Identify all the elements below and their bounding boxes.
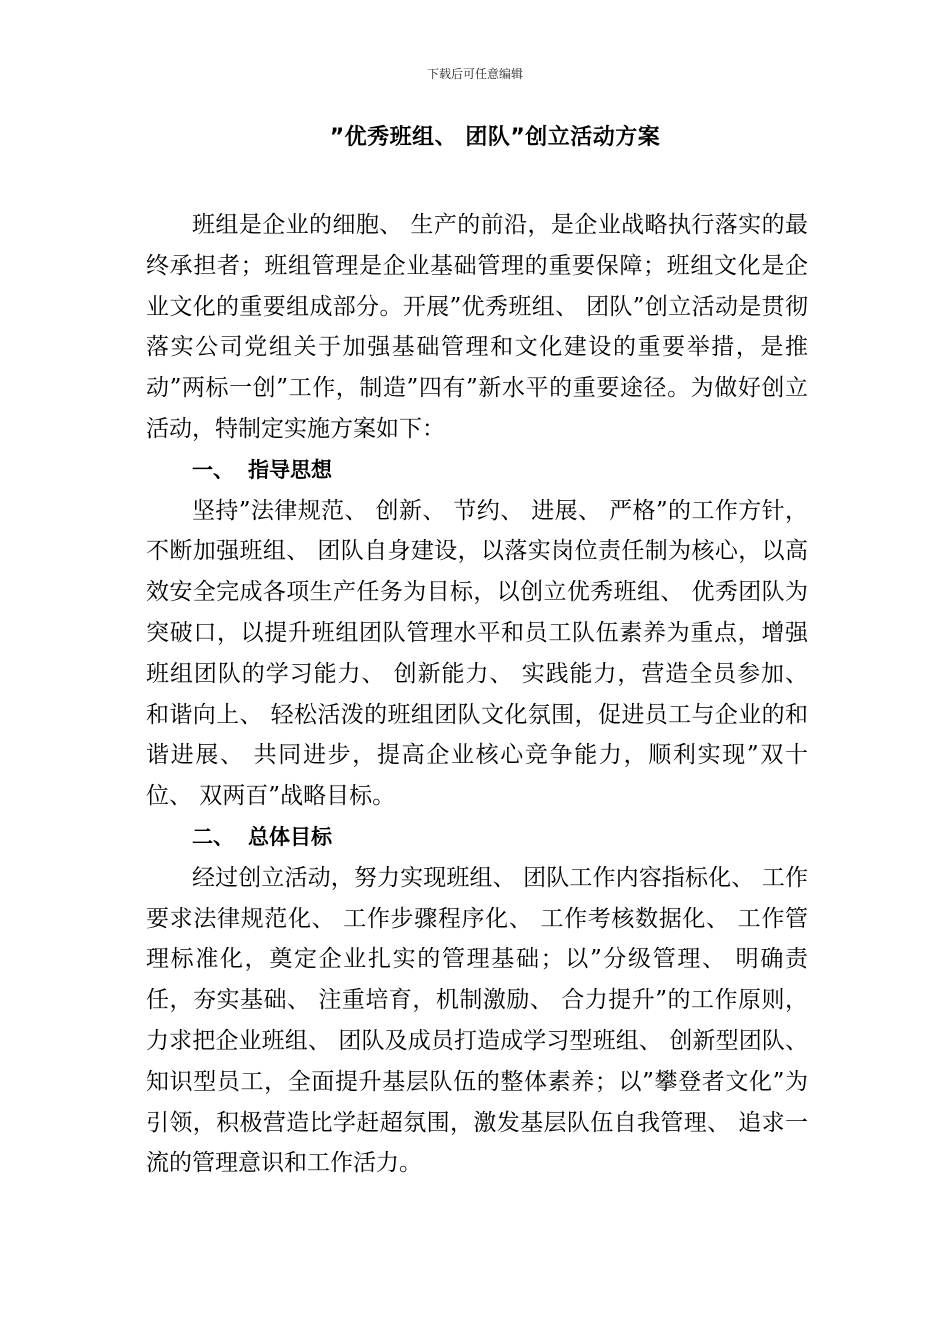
intro-paragraph: 班组是企业的细胞、 生产的前沿，是企业战略执行落实的最终承担者；班组管理是企业基础管理的重要保障；班组文化是企业文化的重要组成部分。开展”优秀班组、 团队”创立活动是贯彻落实公司党组关于加强基础管理和文化建设的重要举措，是推动”两标一创”工作，制造”四有”新水平的重要途径。为做好创立活动，特制定实施方案如下： [146, 212, 808, 442]
document-title: ”优秀班组、 团队”创立活动方案 [329, 125, 661, 150]
section-number-1: 一、 [192, 457, 234, 482]
section-title-1: 指导思想 [248, 457, 332, 482]
section-number-2: 二、 [192, 824, 234, 849]
section-title-2: 总体目标 [248, 824, 332, 849]
section-heading-1 [146, 450, 808, 491]
section-heading-2 [146, 817, 808, 858]
document-body [146, 205, 808, 1184]
section-paragraph-2: 经过创立活动，努力实现班组、 团队工作内容指标化、 工作要求法律规范化、 工作步骤程序化、 工作考核数据化、 工作管理标准化，奠定企业扎实的管理基础；以”分级管理、 明确责任，夯实基础、 注重培育，机制激励、 合力提升”的工作原则，力求把企业班组、 团队及成员打造成学习型班组、 创新型团队、 知识型员工，全面提升基层队伍的整体素养；以”攀登者文化”为引领，积极营造比学赶超氛围，激发基层队伍自我管理、 追求一流的管理意识和工作活力。 [146, 864, 808, 1177]
header-note: 下载后可任意编辑 [426, 67, 523, 81]
section-paragraph-1: 坚持”法律规范、 创新、 节约、 进展、 严格”的工作方针，不断加强班组、 团队自身建设，以落实岗位责任制为核心，以高效安全完成各项生产任务为目标，以创立优秀班组、 优秀团队为突破口，以提升班组团队管理水平和员工队伍素养为重点，增强班组团队的学习能力、 创新能力、 实践能力，营造全员参加、 和谐向上、 轻松活泼的班组团队文化氛围，促进员工与企业的和谐进展、 共同进步，提高企业核心竞争能力，顺利实现”双十位、 双两百”战略目标。 [146, 497, 808, 810]
